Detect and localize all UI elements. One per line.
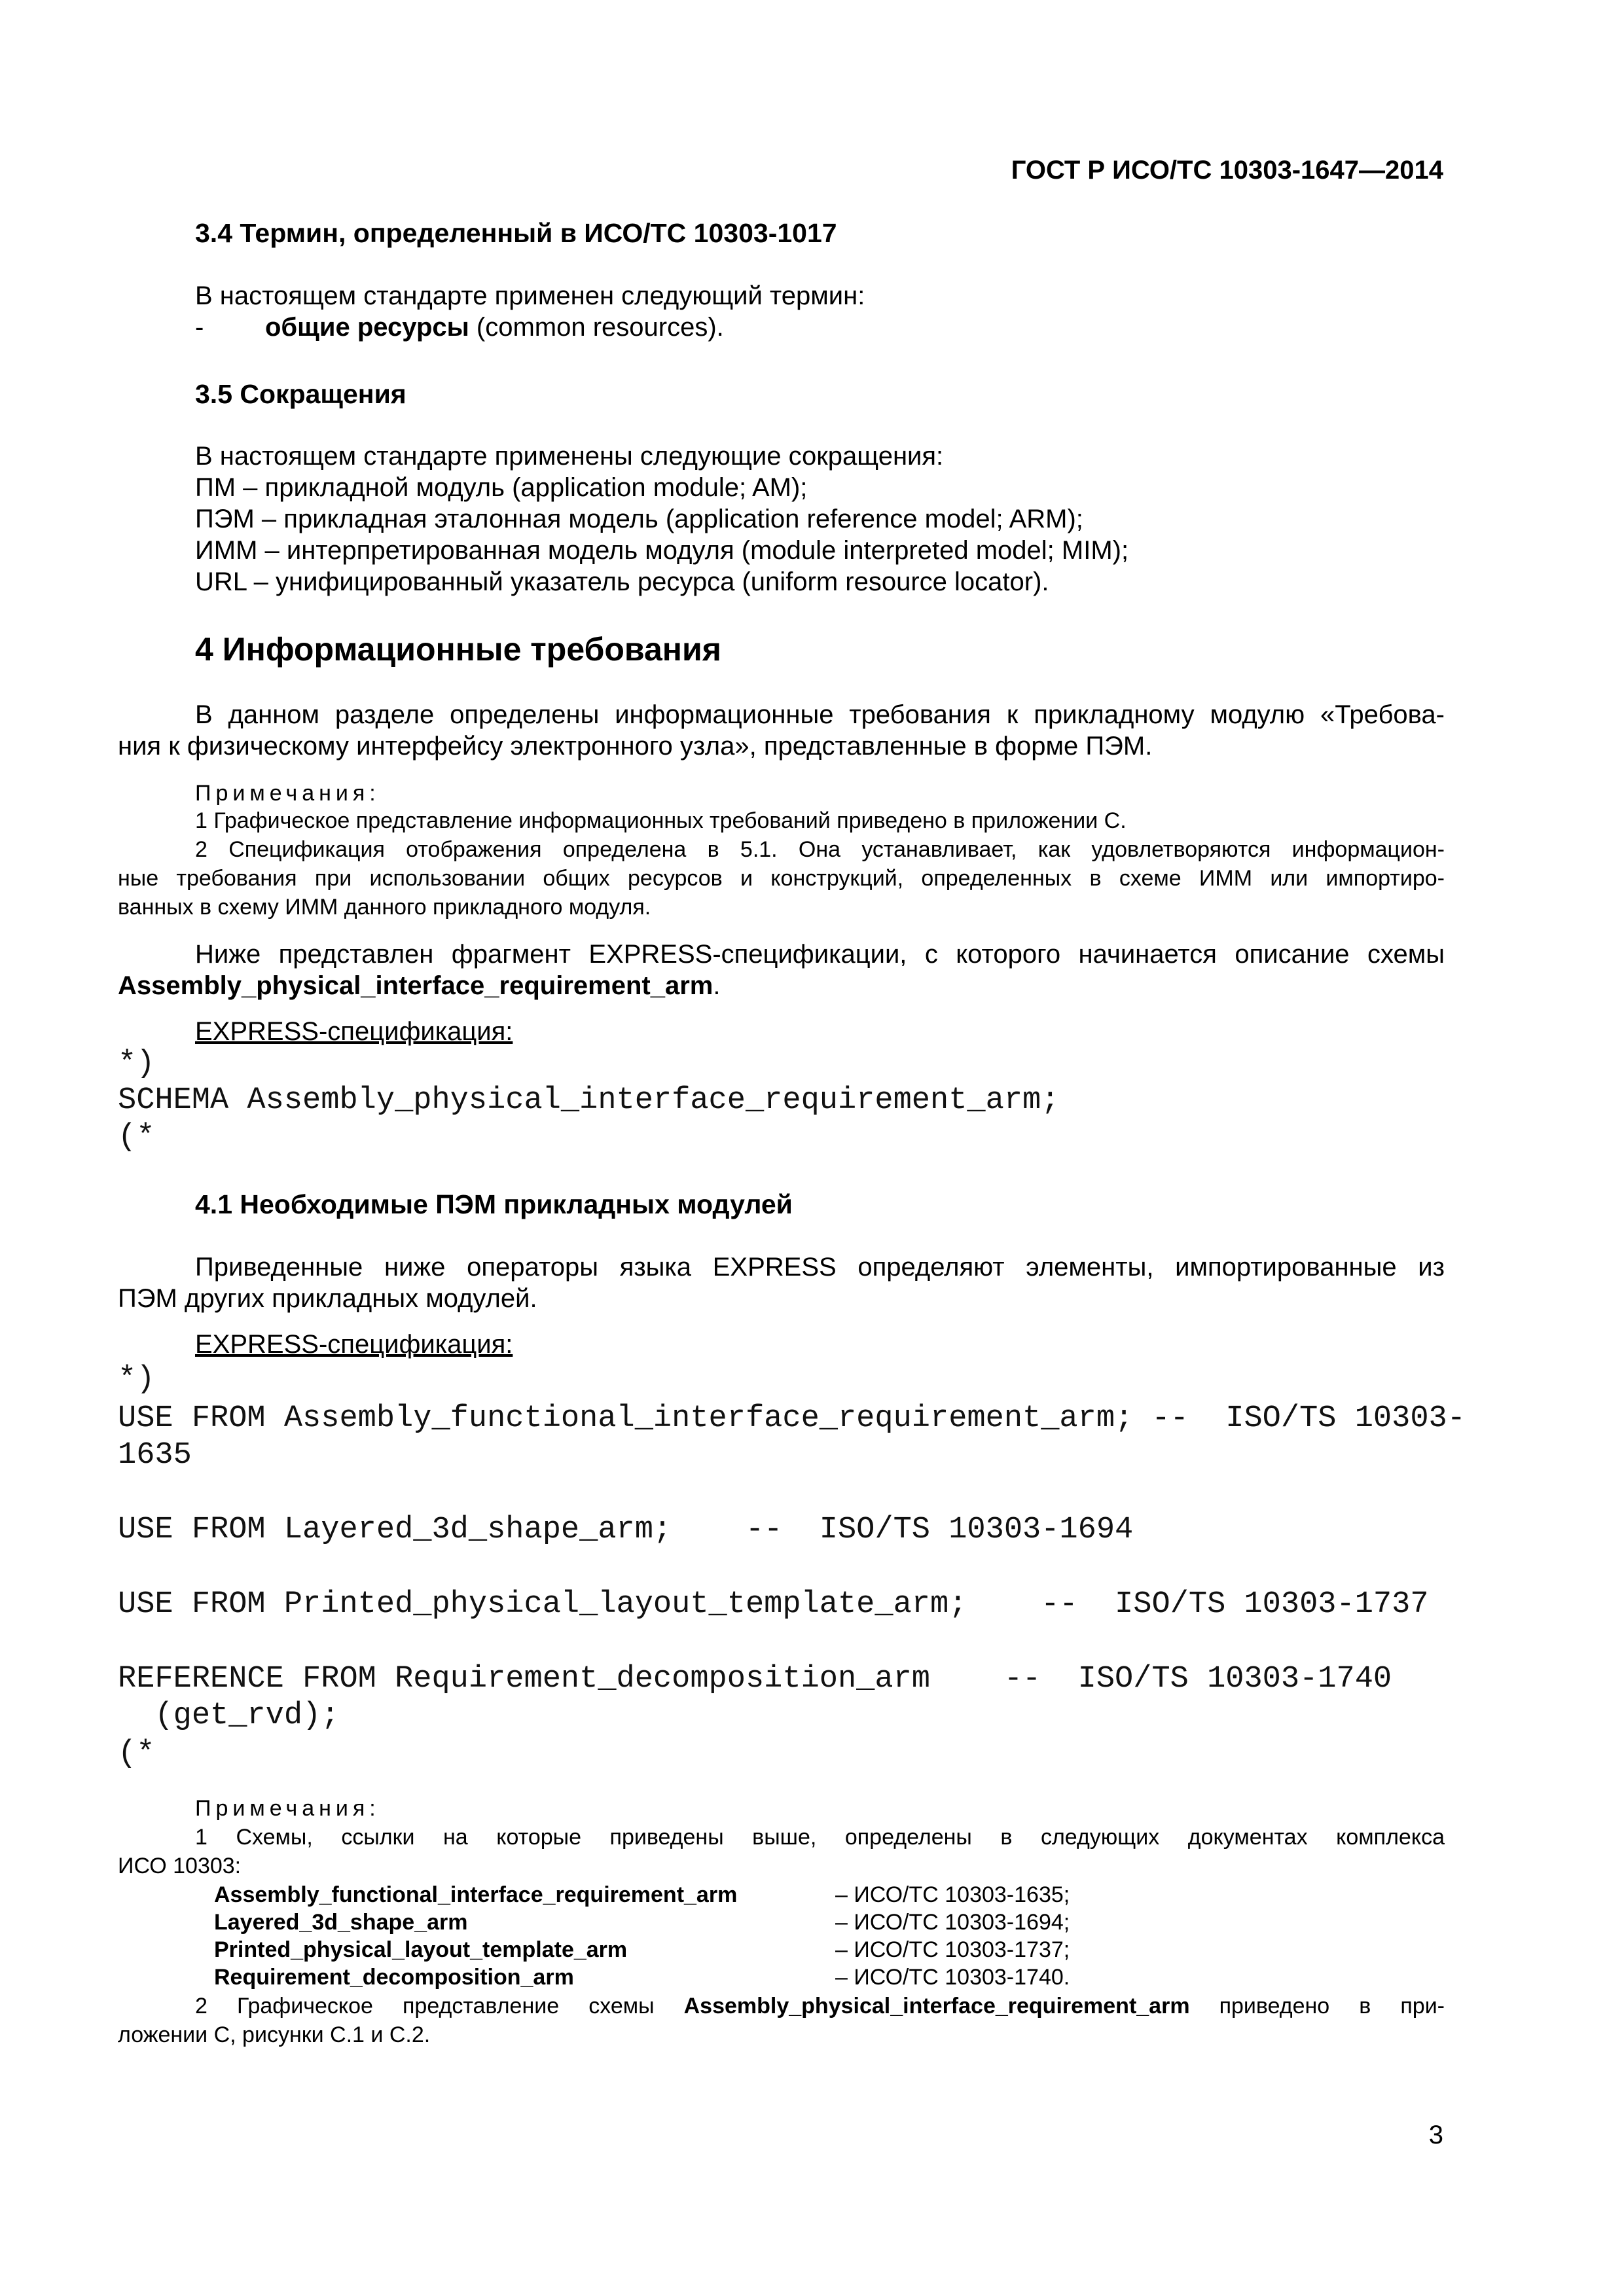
code-line: SCHEMA Assembly_physical_interface_requirement_arm; — [118, 1083, 1060, 1118]
code-line: *) — [118, 1047, 155, 1081]
paragraph: ПЭМ других прикладных модулей. — [118, 1284, 537, 1313]
code-line: 1635 — [118, 1438, 192, 1473]
ref-document: – ИСО/ТС 10303-1740. — [835, 1965, 1070, 1990]
section-heading-3-4: 3.4 Термин, определенный в ИСО/ТС 10303-1017 — [195, 218, 837, 248]
ref-document: – ИСО/ТС 10303-1694; — [835, 1910, 1070, 1935]
paragraph: В данном разделе определены информационные требования к прикладному модулю «Требова- — [195, 700, 1445, 729]
paragraph: ния к физическому интерфейсу электронного узла», представленные в форме ПЭМ. — [118, 732, 1153, 761]
term-rest: (common resources). — [469, 313, 724, 342]
term-item — [265, 312, 724, 343]
schema-name: Assembly_physical_interface_requirement_arm — [118, 971, 713, 1000]
punctuation: . — [713, 971, 721, 1000]
note: 1 Схемы, ссылки на которые приведены выше, определены в следующих документах комплекса — [195, 1825, 1445, 1850]
page-number: 3 — [1428, 2121, 1443, 2149]
abbreviation-item: ПМ – прикладной модуль (application module; AM); — [195, 473, 808, 502]
code-line: USE FROM Layered_3d_shape_arm; -- ISO/TS 10303-1694 — [118, 1513, 1134, 1547]
paragraph: В настоящем стандарте применен следующий термин: — [195, 281, 865, 310]
note: ные требования при использовании общих ресурсов и конструкций, определенных в схеме ИММ или импортиро- — [118, 866, 1445, 891]
code-line: USE FROM Printed_physical_layout_template_arm; -- ISO/TS 10303-1737 — [118, 1587, 1429, 1622]
term-bold: общие ресурсы — [265, 313, 469, 342]
paragraph: Приведенные ниже операторы языка EXPRESS определяют элементы, импортированные из — [195, 1253, 1445, 1282]
section-heading-3-5: 3.5 Сокращения — [195, 379, 406, 409]
code-line: (* — [118, 1120, 155, 1155]
list-dash: - — [195, 313, 204, 342]
notes-label: Примечания: — [195, 781, 380, 806]
express-spec-label: EXPRESS-спецификация: — [195, 1017, 513, 1046]
section-heading-4-1: 4.1 Необходимые ПЭМ прикладных модулей — [195, 1189, 793, 1219]
note: ванных в схему ИММ данного прикладного модуля. — [118, 895, 651, 920]
abbreviation-item: ИММ – интерпретированная модель модуля (module interpreted model; MIM); — [195, 536, 1129, 565]
note-text: 2 Графическое представление схемы — [195, 1994, 684, 2018]
code-line: *) — [118, 1362, 155, 1397]
paragraph — [118, 970, 720, 1001]
note: ложении С, рисунки С.1 и С.2. — [118, 2022, 431, 2047]
code-line: REFERENCE FROM Requirement_decomposition_arm -- ISO/TS 10303-1740 — [118, 1662, 1392, 1696]
note: ИСО 10303: — [118, 1854, 242, 1878]
abbreviation-item: URL – унифицированный указатель ресурса (uniform resource locator). — [195, 567, 1049, 596]
document-code: ГОСТ Р ИСО/ТС 10303-1647—2014 — [1011, 156, 1443, 185]
ref-schema-name: Assembly_functional_interface_requirement_arm — [214, 1882, 738, 1907]
note-text: приведено в при- — [1189, 1994, 1445, 2018]
ref-schema-name: Requirement_decomposition_arm — [214, 1965, 574, 1990]
notes-label: Примечания: — [195, 1796, 380, 1821]
schema-name: Assembly_physical_interface_requirement_arm — [683, 1994, 1190, 2018]
note — [195, 1992, 1445, 2020]
abbreviation-item: ПЭМ – прикладная эталонная модель (application reference model; ARM); — [195, 505, 1083, 533]
code-line: (get_rvd); — [118, 1698, 340, 1733]
ref-document: – ИСО/ТС 10303-1737; — [835, 1937, 1070, 1962]
code-line: USE FROM Assembly_functional_interface_requirement_arm; -- ISO/TS 10303- — [118, 1401, 1466, 1436]
code-line: (* — [118, 1736, 155, 1771]
ref-document: – ИСО/ТС 10303-1635; — [835, 1882, 1070, 1907]
ref-schema-name: Layered_3d_shape_arm — [214, 1910, 468, 1935]
paragraph: Ниже представлен фрагмент EXPRESS-спецификации, с которого начинается описание схемы — [195, 940, 1445, 969]
note: 2 Спецификация отображения определена в 5.1. Она устанавливает, как удовлетворяются информацион- — [195, 837, 1445, 862]
paragraph: В настоящем стандарте применены следующие сокращения: — [195, 442, 944, 471]
express-spec-label: EXPRESS-спецификация: — [195, 1330, 513, 1359]
note: 1 Графическое представление информационных требований приведено в приложении С. — [195, 808, 1127, 833]
section-heading-4: 4 Информационные требования — [195, 631, 721, 668]
ref-schema-name: Printed_physical_layout_template_arm — [214, 1937, 628, 1962]
